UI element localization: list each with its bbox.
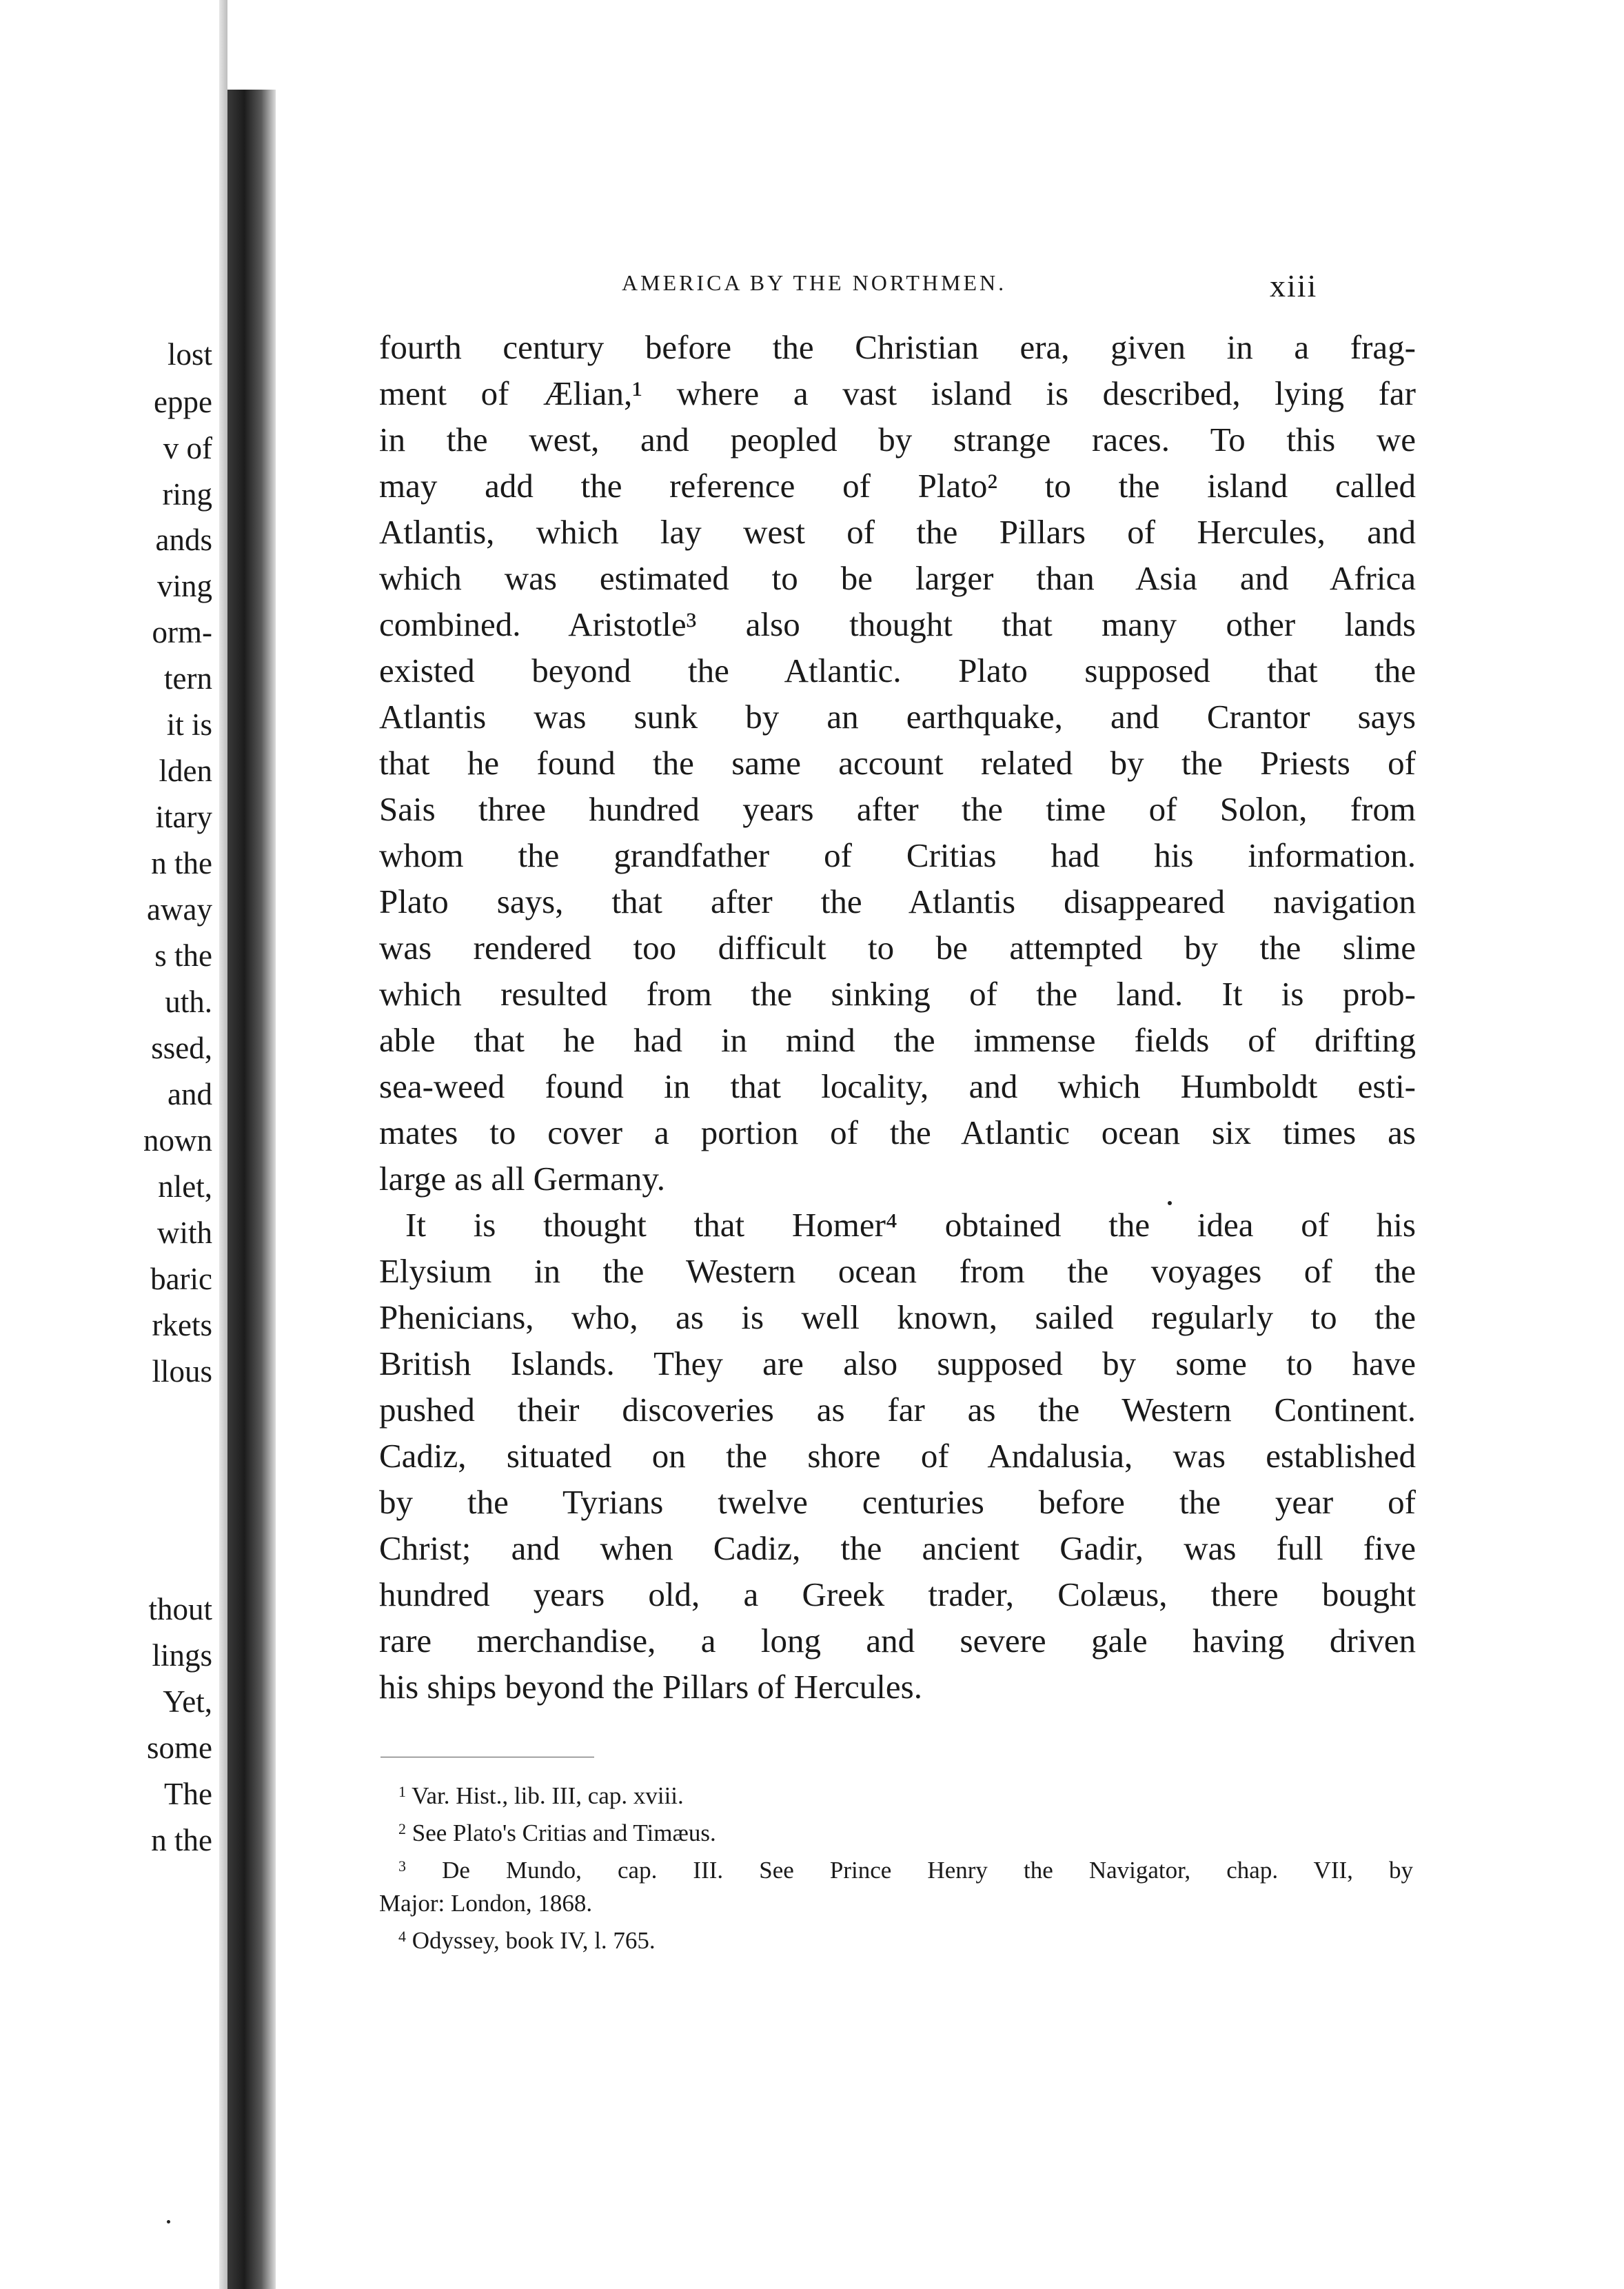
- body-line: in the west, and peopled by strange races. To this we: [379, 421, 1416, 458]
- body-line: that he found the same account related by the Priests of: [379, 744, 1416, 782]
- body-line: whom the grandfather of Critias had his information.: [379, 836, 1416, 874]
- left-page-fragment: orm-: [152, 615, 212, 649]
- left-page-fragment: baric: [150, 1262, 212, 1296]
- footnote-marker: 2: [398, 1820, 406, 1837]
- body-line: able that he had in mind the immense fields of drifting: [379, 1021, 1416, 1059]
- left-page-fragment: The: [164, 1777, 212, 1811]
- left-page-margin: [0, 0, 227, 2289]
- left-page-fragment: ving: [156, 569, 212, 603]
- body-line: Plato says, that after the Atlantis disappeared navigation: [379, 883, 1416, 920]
- left-page-fragment: lost: [167, 337, 212, 372]
- left-page-fragment: v of: [163, 431, 212, 465]
- body-line: Sais three hundred years after the time of Solon, from: [379, 790, 1416, 828]
- body-line: Cadiz, situated on the shore of Andalusia, was established: [379, 1437, 1416, 1475]
- footnotes: [379, 1775, 1413, 1957]
- footnote-marker: 3: [398, 1857, 406, 1875]
- print-speck: [167, 2220, 170, 2224]
- left-page-fragment: eppe: [154, 385, 212, 419]
- footnote-3: [379, 1850, 1413, 1887]
- body-line: existed beyond the Atlantic. Plato supposed that the: [379, 652, 1416, 689]
- left-page-fragment: away: [147, 892, 212, 927]
- body-line: British Islands. They are also supposed by some to have: [379, 1344, 1416, 1382]
- footnote-text: See Plato's Critias and Timæus.: [412, 1819, 716, 1846]
- page-number: xiii: [1270, 268, 1318, 303]
- footnote-marker: 1: [398, 1783, 406, 1800]
- left-page-fragment: ring: [162, 477, 212, 512]
- body-line: rare merchandise, a long and severe gale having driven: [379, 1622, 1416, 1660]
- body-line: pushed their discoveries as far as the Western Continent.: [379, 1391, 1416, 1429]
- left-page-fragment: n the: [151, 1823, 212, 1857]
- body-line: Atlantis, which lay west of the Pillars of Hercules, and: [379, 513, 1416, 551]
- body-line: combined. Aristotle³ also thought that many other lands: [379, 605, 1416, 643]
- left-page-edge: [219, 0, 227, 2289]
- left-page-fragment: llous: [152, 1354, 212, 1389]
- footnote-2: [379, 1813, 1413, 1850]
- left-page-fragment: lings: [152, 1638, 212, 1673]
- left-page-fragment: nlet,: [158, 1169, 212, 1204]
- running-head: AMERICA BY THE NORTHMEN.: [622, 270, 1007, 295]
- body-line: hundred years old, a Greek trader, Colæus, there bought: [379, 1575, 1416, 1613]
- body-line: Phenicians, who, as is well known, sailed regularly to the: [379, 1298, 1416, 1336]
- left-page-fragment: thout: [148, 1592, 212, 1626]
- body-text: [379, 324, 1416, 1710]
- footnote-text: Var. Hist., lib. III, cap. xviii.: [412, 1782, 684, 1809]
- footnote-3-continuation: Major: London, 1868.: [379, 1890, 593, 1917]
- left-page-fragment: Yet,: [163, 1684, 212, 1719]
- footnote-4: [379, 1920, 1413, 1957]
- body-line: his ships beyond the Pillars of Hercules.: [379, 1668, 922, 1706]
- body-line: was rendered too difficult to be attempted by the slime: [379, 929, 1416, 967]
- print-speck: [1168, 1201, 1172, 1205]
- body-line: by the Tyrians twelve centuries before the year of: [379, 1483, 1416, 1521]
- left-page-fragment: uth.: [165, 985, 212, 1019]
- body-line: Christ; and when Cadiz, the ancient Gadir, was full five: [379, 1529, 1416, 1567]
- book-gutter: [227, 0, 276, 2289]
- left-page-fragment: tern: [164, 661, 212, 696]
- left-page-fragment: rkets: [152, 1308, 212, 1342]
- left-page-fragment: s the: [154, 938, 212, 973]
- body-line: ment of Ælian,¹ where a vast island is described, lying far: [379, 374, 1416, 412]
- body-line: large as all Germany.: [379, 1160, 665, 1198]
- left-page-fragment: n the: [151, 846, 212, 880]
- body-line: which resulted from the sinking of the land. It is prob-: [379, 975, 1416, 1013]
- body-line: Elysium in the Western ocean from the voyages of the: [379, 1252, 1416, 1290]
- left-page-fragment: some: [147, 1731, 212, 1765]
- left-page-fragment: and: [168, 1077, 212, 1111]
- left-page-fragment: ssed,: [151, 1031, 212, 1065]
- footnote-text: Odyssey, book IV, l. 765.: [412, 1927, 656, 1954]
- body-line: fourth century before the Christian era, given in a frag-: [379, 328, 1416, 366]
- body-line: sea-weed found in that locality, and which Humboldt esti-: [379, 1067, 1416, 1105]
- left-page-fragment: it is: [166, 707, 212, 742]
- page-header: [276, 268, 1624, 309]
- right-page: [276, 0, 1624, 2289]
- body-line: which was estimated to be larger than Asia and Africa: [379, 559, 1416, 597]
- gutter-notch: [227, 0, 276, 90]
- left-page-fragment: with: [156, 1216, 212, 1250]
- footnote-1: [379, 1775, 1413, 1813]
- body-line: Atlantis was sunk by an earthquake, and Crantor says: [379, 698, 1416, 736]
- left-page-fragment: ands: [155, 523, 212, 557]
- left-page-fragment: lden: [159, 754, 212, 788]
- left-page-fragment: nown: [143, 1123, 212, 1158]
- footnote-marker: 4: [398, 1928, 406, 1945]
- body-line: mates to cover a portion of the Atlantic ocean six times as: [379, 1113, 1416, 1151]
- left-page-fragment: itary: [155, 800, 212, 834]
- paragraph-start-line: It is thought that Homer⁴ obtained the idea of his: [405, 1206, 1416, 1244]
- footnote-text: De Mundo, cap. III. See Prince Henry the Navigator, chap. VII, by: [442, 1857, 1413, 1884]
- body-line: may add the reference of Plato² to the island called: [379, 467, 1416, 505]
